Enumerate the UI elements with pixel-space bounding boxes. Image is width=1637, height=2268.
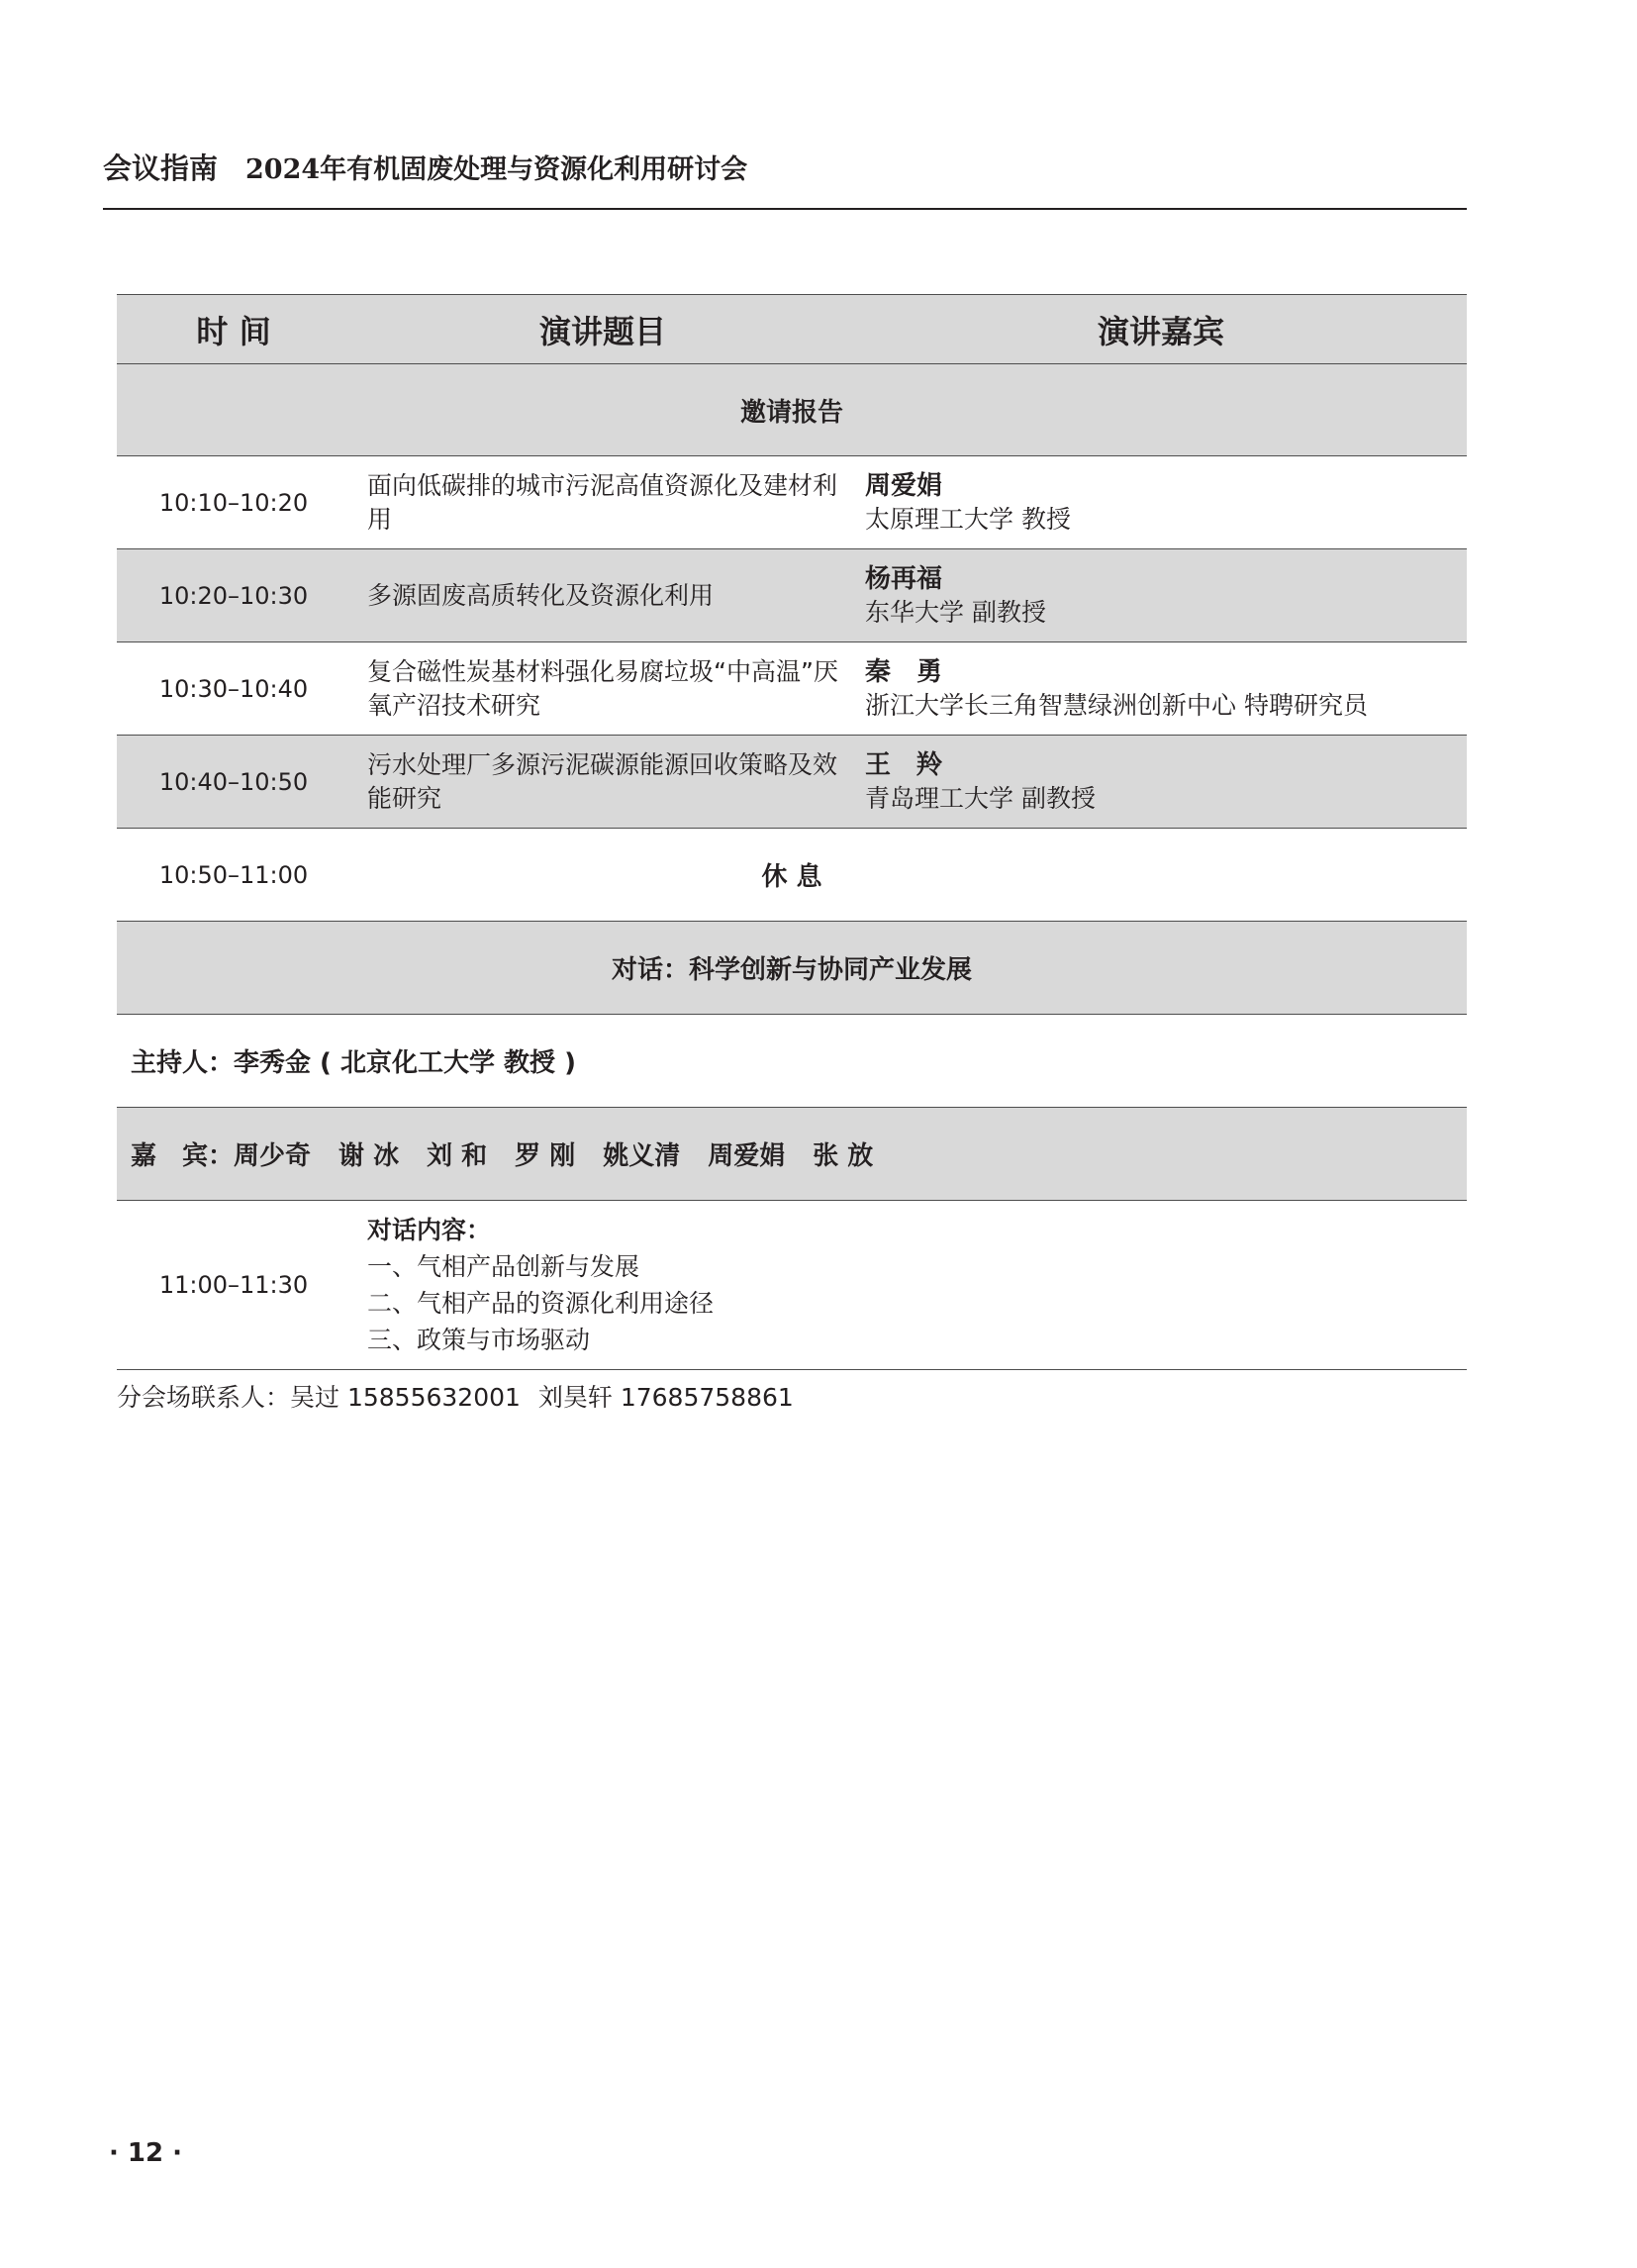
talk-time: 10:40–10:50 [158, 767, 309, 796]
column-header-time: 时 间 [196, 312, 271, 350]
schedule-table [117, 294, 1467, 1370]
break-time: 10:50–11:00 [158, 860, 309, 889]
column-header-title: 演讲题目 [538, 312, 666, 350]
speaker-affiliation: 东华大学 副教授 [865, 597, 1046, 627]
speaker-affiliation: 浙江大学长三角智慧绿洲创新中心 特聘研究员 [865, 690, 1368, 720]
talk-speaker [865, 456, 1459, 548]
talk-title: 多源固废高质转化及资源化利用 [367, 580, 715, 610]
guests-row [117, 1108, 1467, 1201]
talk-speaker [865, 642, 1459, 735]
section-row [117, 364, 1467, 456]
talk-title: 复合磁性炭基材料强化易腐垃圾“中高温”厌氧产沼技术研究 [367, 656, 838, 720]
header-subtitle: 2024年有机固废处理与资源化利用研讨会 [245, 154, 748, 185]
dialog-item: 二、气相产品的资源化利用途径 [367, 1289, 715, 1318]
talk-speaker [865, 549, 1459, 641]
guests-list [131, 1108, 901, 1200]
talk-time: 10:30–10:40 [158, 674, 309, 703]
contact-primary: 分会场联系人：吴过 15855632001 [117, 1383, 521, 1412]
table-header-row [117, 294, 1467, 364]
header-title: 会议指南 [103, 151, 219, 185]
host-text: 主持人：李秀金 ( 北京化工大学 教授 ) [131, 1048, 576, 1078]
table-row [117, 456, 1467, 549]
guest-name: 周少奇 [234, 1141, 312, 1171]
dialog-heading: 对话内容： [367, 1216, 492, 1244]
host-row [117, 1015, 1467, 1108]
talk-title: 面向低碳排的城市污泥高值资源化及建材利用 [367, 470, 838, 534]
break-row [117, 829, 1467, 922]
table-row [117, 736, 1467, 829]
talk-speaker [865, 736, 1459, 828]
talk-time: 10:10–10:20 [158, 488, 309, 517]
dialog-time: 11:00–11:30 [158, 1271, 309, 1299]
section-title: 邀请报告 [739, 397, 843, 428]
page-number: · 12 · [109, 2138, 183, 2168]
section-title: 对话：科学创新与协同产业发展 [611, 955, 972, 985]
speaker-name: 杨再福 [865, 563, 943, 594]
speaker-affiliation: 太原理工大学 教授 [865, 504, 1071, 534]
table-row [117, 642, 1467, 736]
speaker-name: 周爱娟 [865, 470, 943, 501]
talk-title: 污水处理厂多源污泥碳源能源回收策略及效能研究 [367, 749, 838, 813]
dialog-item: 三、政策与市场驱动 [367, 1326, 591, 1354]
break-label: 休 息 [761, 862, 822, 892]
guests-label: 嘉 宾： [131, 1141, 235, 1171]
column-header-speaker: 演讲嘉宾 [1097, 312, 1224, 350]
guest-name: 姚义清 [603, 1141, 681, 1171]
speaker-name: 秦 勇 [865, 656, 943, 687]
dialog-item: 一、气相产品创新与发展 [367, 1252, 640, 1281]
page-header [103, 147, 1469, 187]
section-row [117, 922, 1467, 1015]
speaker-affiliation: 青岛理工大学 副教授 [865, 783, 1096, 813]
venue-contact [117, 1378, 804, 1414]
talk-time: 10:20–10:30 [158, 581, 309, 610]
guest-name: 谢 冰 [338, 1141, 400, 1171]
guest-name: 罗 刚 [515, 1141, 576, 1171]
table-row [117, 549, 1467, 642]
speaker-name: 王 羚 [865, 749, 943, 780]
dialog-content [367, 1201, 1060, 1369]
dialog-row [117, 1201, 1467, 1370]
guest-name: 周爱娟 [708, 1141, 786, 1171]
guest-name: 张 放 [813, 1141, 874, 1171]
header-rule [103, 208, 1467, 210]
contact-secondary: 刘昊轩 17685758861 [537, 1383, 794, 1412]
guest-name: 刘 和 [427, 1141, 488, 1171]
